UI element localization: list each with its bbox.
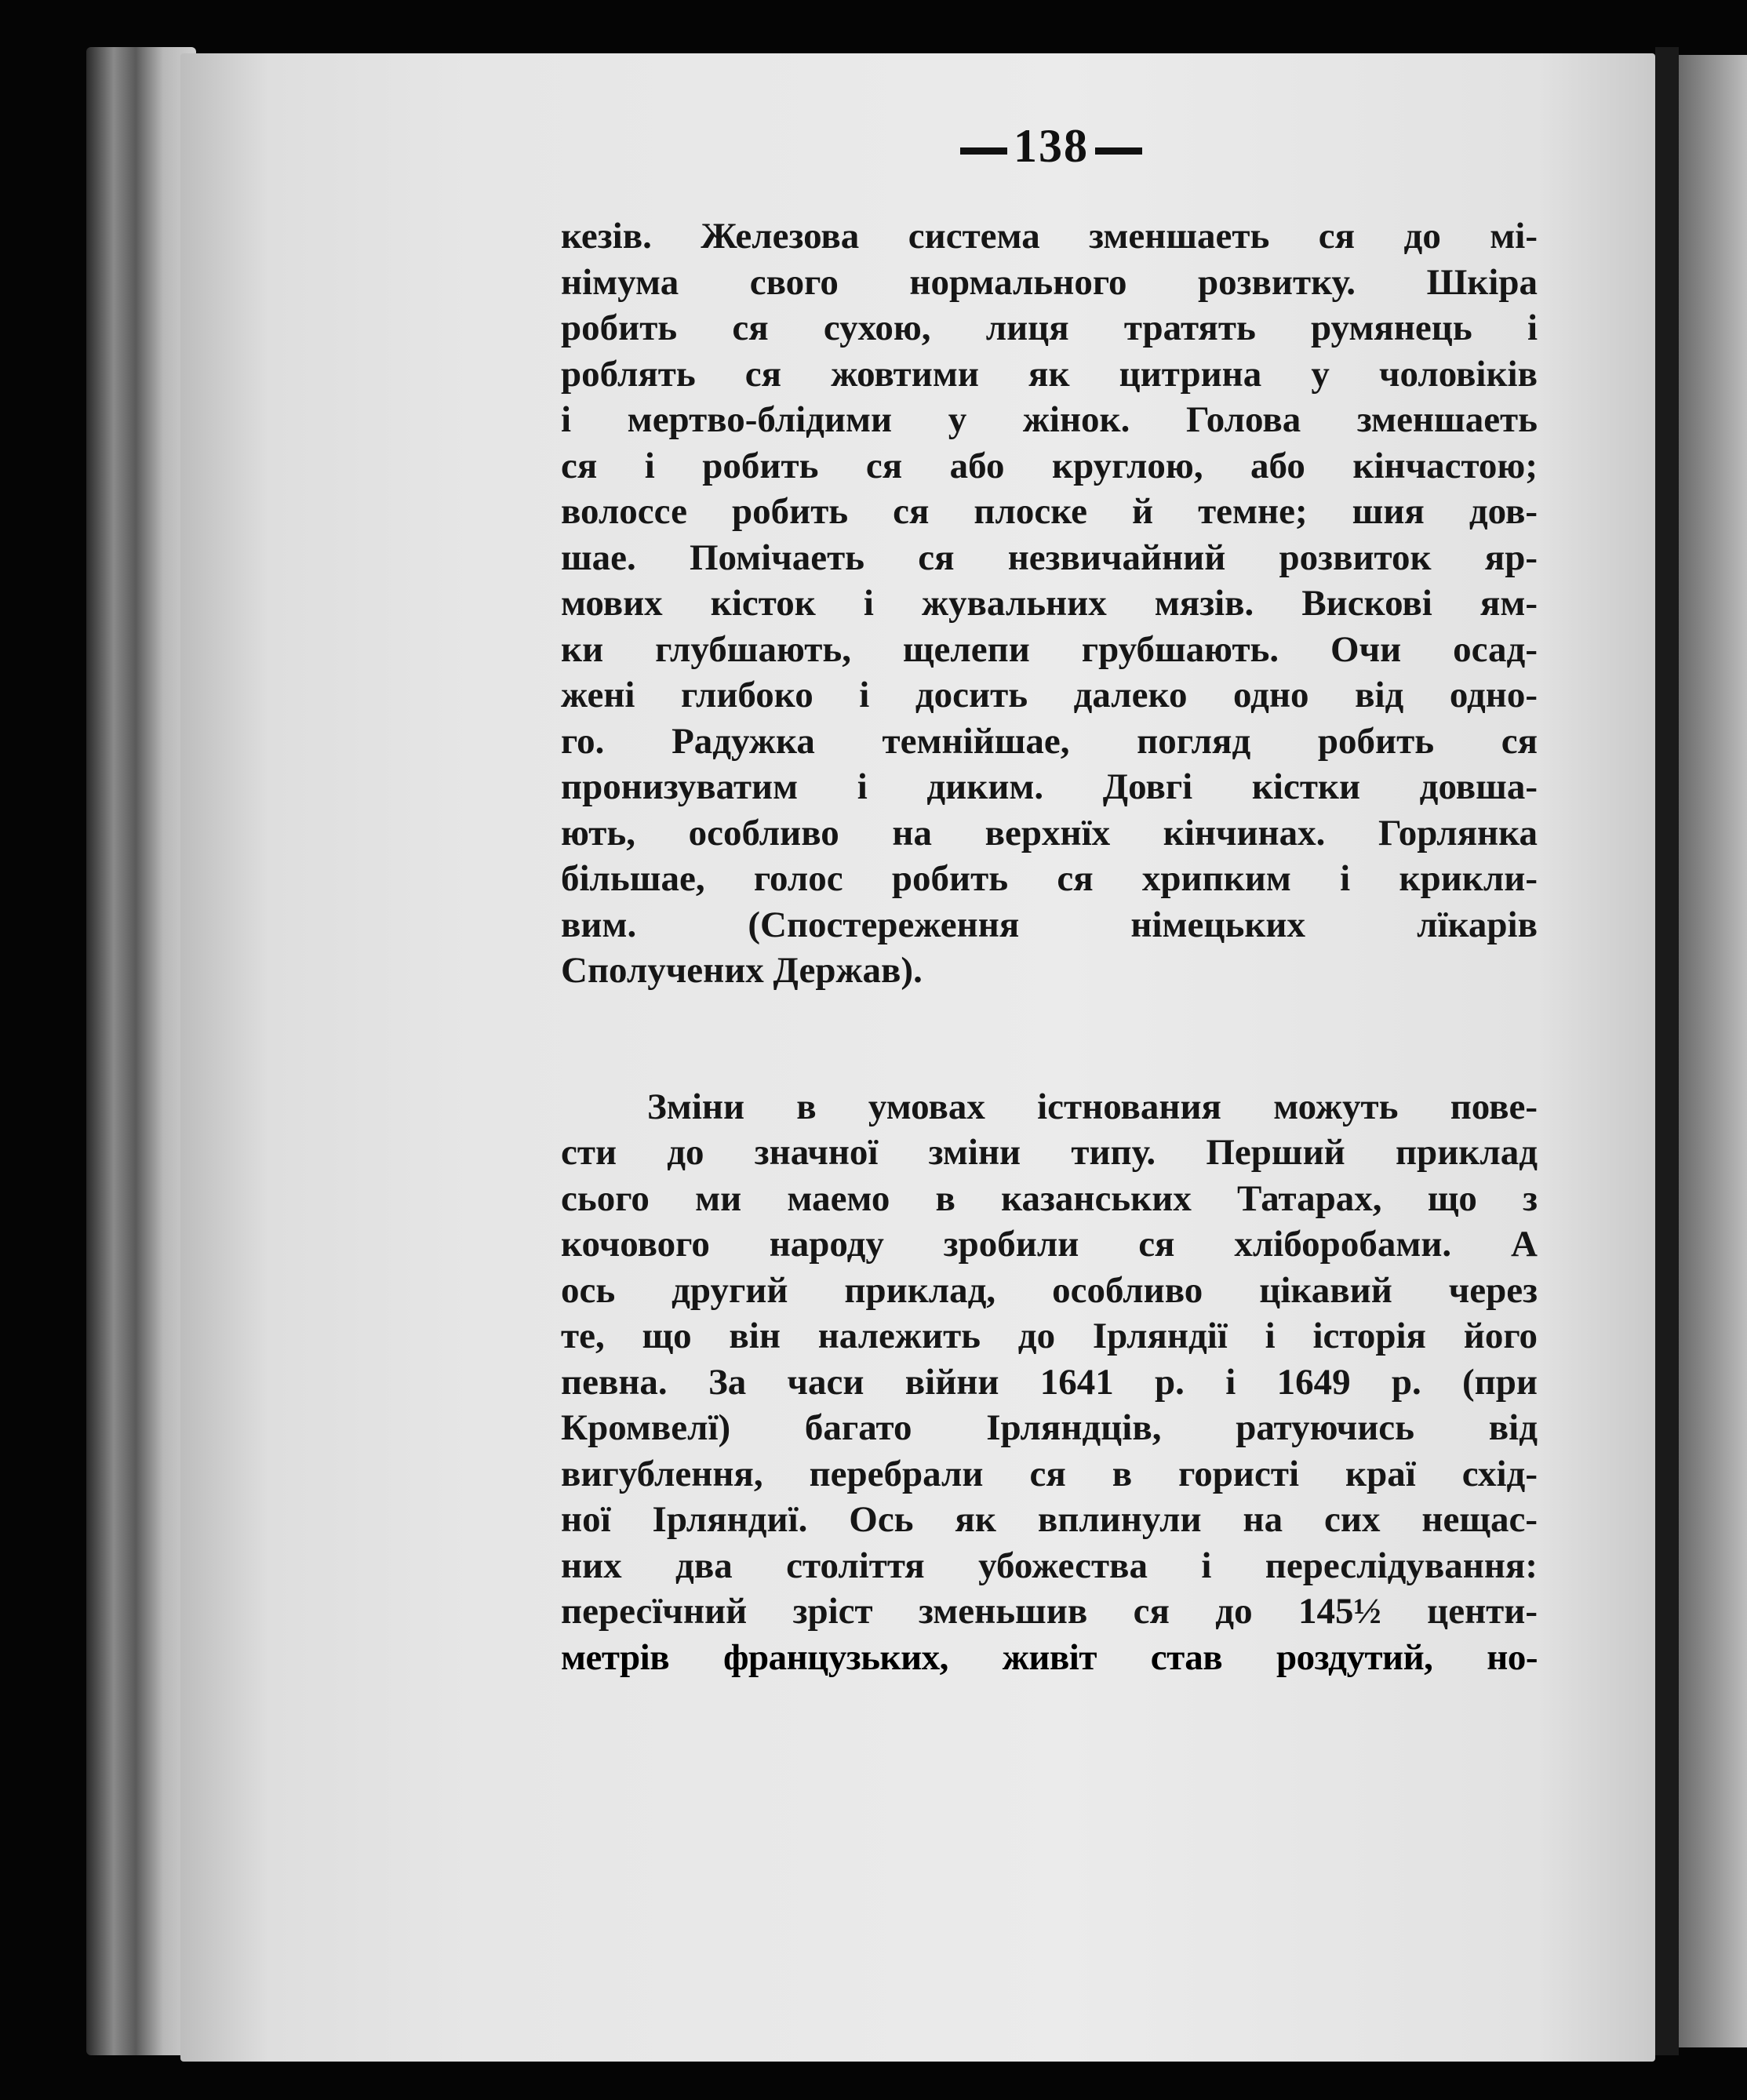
paragraph-1 <box>561 213 1538 994</box>
text-line: сього ми маемо в казанських Татарах, що з <box>561 1177 1538 1219</box>
text-line: Зміни в умовах істнования можуть пове- <box>647 1086 1538 1127</box>
text-line: німума свого нормального розвитку. Шкіра <box>561 261 1538 303</box>
text-line: мових кісток і жувальних мязів. Вискові ям- <box>561 583 1538 624</box>
text-line: метрів французьких, живіт став роздутий, но- <box>561 1636 1538 1678</box>
text-line: ки глубшають, щелепи грубшають. Очи осад- <box>561 628 1538 670</box>
text-line: ної Ірляндиї. Ось як вплинули на сих нещас- <box>561 1499 1538 1540</box>
text-line: ось другий приклад, особливо цікавий через <box>561 1269 1538 1311</box>
text-line: ють, особливо на верхнїх кінчинах. Горлянка <box>561 812 1538 853</box>
text-line: більшае, голос робить ся хрипким і крикли- <box>561 858 1538 899</box>
text-line: вигублення, перебрали ся в гористі краї схід- <box>561 1453 1538 1494</box>
text-line: робить ся сухою, лиця тратять румянець і <box>561 308 1538 348</box>
next-page-edge <box>1679 55 1747 2047</box>
text-line: те, що він належить до Ірляндії і історія його <box>561 1316 1538 1356</box>
paragraph-gap <box>561 994 1538 1084</box>
text-line: го. Радужка темнійшае, погляд робить ся <box>561 720 1538 762</box>
page-gutter <box>1655 47 1679 2055</box>
text-line: вим. (Спостереження німецьких лїкарів <box>561 904 1538 945</box>
text-line: пересїчний зріст зменьшив ся до 145½ центи- <box>561 1591 1538 1632</box>
text-line: роблять ся жовтими як цитрина у чоловіків <box>561 353 1538 395</box>
text-line: сти до значної зміни типу. Перший приклад <box>561 1132 1538 1173</box>
body-text <box>561 213 1538 1680</box>
page-number <box>949 119 1153 173</box>
text-line: жені глибоко і досить далеко одно від одно- <box>561 675 1538 715</box>
page-number-value: 138 <box>1014 120 1089 172</box>
page-number-dash-left <box>960 147 1007 155</box>
text-line: них два століття убожества і переслідування: <box>561 1545 1538 1586</box>
text-line: кочового народу зробили ся хліборобами. А <box>561 1224 1538 1265</box>
text-line: волоссе робить ся плоске й темне; шия дов- <box>561 491 1538 532</box>
text-line: пронизуватим і диким. Довгі кістки довша- <box>561 766 1538 807</box>
page-number-dash-right <box>1095 147 1142 155</box>
book-spine-edge <box>86 47 196 2055</box>
text-line: шае. Помічаеть ся незвичайний розвиток яр- <box>561 537 1538 578</box>
text-line: певна. За часи війни 1641 р. і 1649 р. (при <box>561 1361 1538 1403</box>
text-line: і мертво-блідими у жінок. Голова зменшаеть <box>561 399 1538 440</box>
text-line: Кромвелї) багато Ірляндців, ратуючись від <box>561 1407 1538 1448</box>
text-line: кезів. Железова система зменшаеть ся до мі- <box>561 216 1538 257</box>
text-line: ся і робить ся або круглою, або кінчастою; <box>561 445 1538 486</box>
text-line: Сполучених Держав). <box>561 950 923 991</box>
paragraph-2 <box>561 1084 1538 1681</box>
